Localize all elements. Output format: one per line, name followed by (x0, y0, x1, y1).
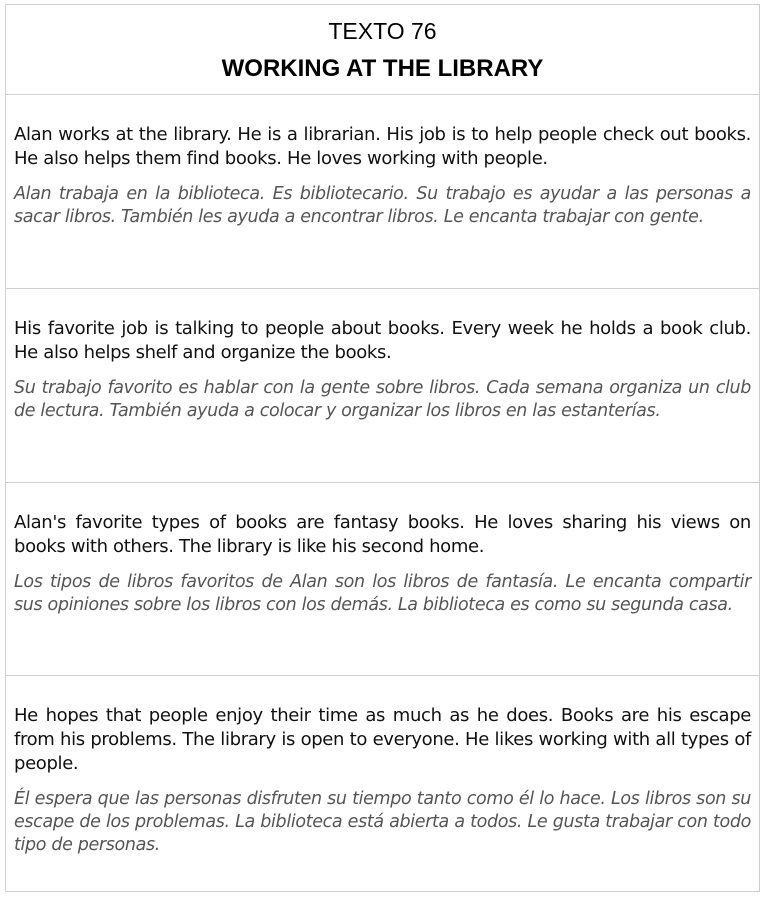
page-title: WORKING AT THE LIBRARY (221, 55, 544, 82)
english-paragraph: Alan works at the library. He is a librarian. His job is to help people check out books. He also helps them find books. He loves working with people. (14, 124, 751, 169)
worksheet (5, 4, 760, 892)
paragraph-block (6, 483, 759, 676)
spanish-translation: Su trabajo favorito es hablar con la gente sobre libros. Cada semana organiza un club de lectura. También ayuda a colocar y organizar los libros en las estanterías. (14, 378, 751, 421)
english-paragraph: His favorite job is talking to people about books. Every week he holds a book club. He also helps shelf and organize the books. (14, 318, 751, 363)
text-number: TEXTO 76 (328, 18, 437, 44)
english-paragraph: Alan's favorite types of books are fantasy books. He loves sharing his views on books with others. The library is like his second home. (14, 512, 751, 557)
paragraph-block (6, 676, 759, 890)
paragraph-block (6, 95, 759, 289)
english-paragraph: He hopes that people enjoy their time as much as he does. Books are his escape from his problems. The library is open to everyone. He likes working with all types of people. (14, 705, 751, 774)
worksheet-header (6, 5, 759, 95)
spanish-translation: Él espera que las personas disfruten su tiempo tanto como él lo hace. Los libros son su escape de los problemas. La biblioteca está abierta a todos. Le gusta trabajar con todo tipo de personas. (14, 789, 751, 855)
spanish-translation: Los tipos de libros favoritos de Alan son los libros de fantasía. Le encanta compartir sus opiniones sobre los libros con los demás. La biblioteca es como su segunda casa. (14, 572, 751, 615)
spanish-translation: Alan trabaja en la biblioteca. Es bibliotecario. Su trabajo es ayudar a las personas a sacar libros. También les ayuda a encontrar libros. Le encanta trabajar con gente. (14, 184, 751, 227)
paragraph-block (6, 289, 759, 483)
